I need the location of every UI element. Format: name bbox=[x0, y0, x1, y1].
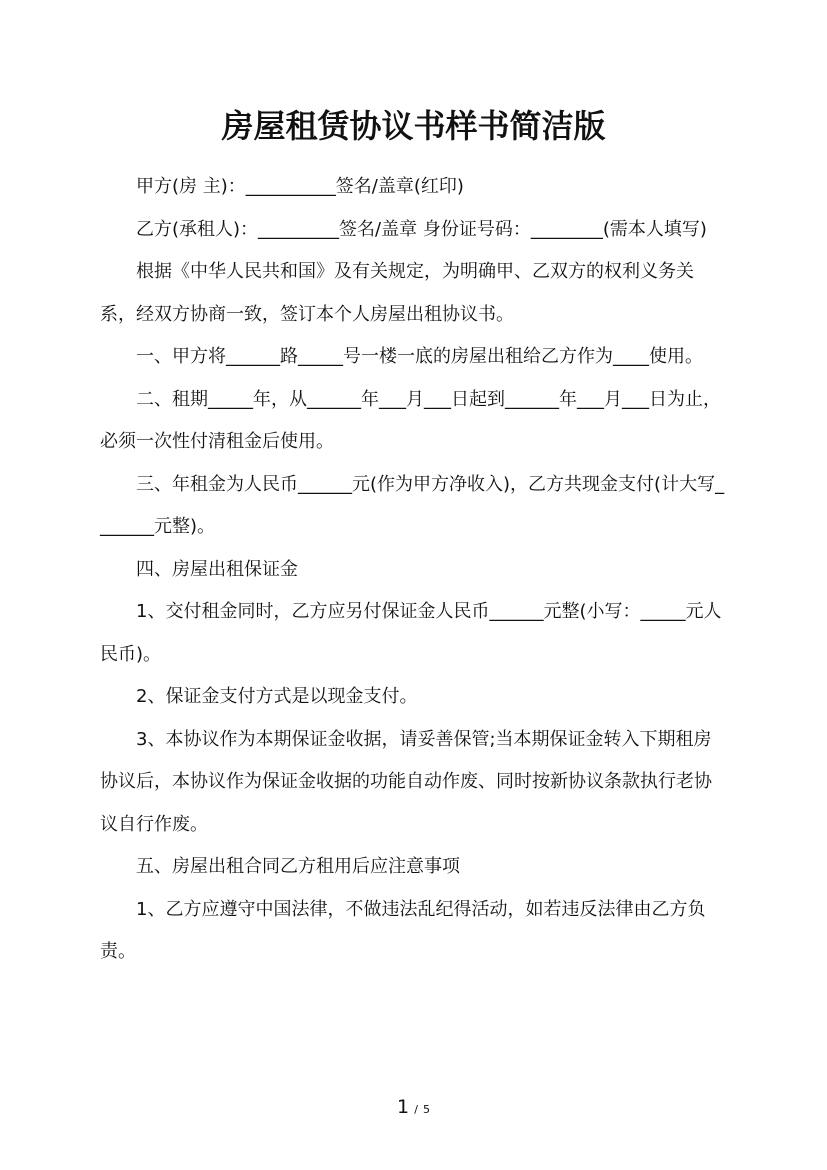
paragraph-party-a: 甲方(房 主)：__________签名/盖章(红印) bbox=[136, 176, 464, 197]
page-number-separator: / bbox=[414, 1103, 418, 1116]
paragraph-preamble: 根据《中华人民共和国》及有关规定，为明确甲、乙双方的权利义务关系，经双方协商一致，签订本个人房屋出租协议书。 bbox=[100, 261, 694, 325]
paragraph-clause-5-heading: 五、房屋出租合同乙方租用后应注意事项 bbox=[136, 856, 460, 877]
page-number bbox=[0, 1092, 827, 1125]
paragraph-clause-2: 二、租期_____年，从______年___月___日起到______年___月___日为止，必须一次性付清租金后使用。 bbox=[100, 388, 721, 452]
page-number-current: 1 bbox=[397, 1096, 410, 1118]
paragraph-clause-3: 三、年租金为人民币______元(作为甲方净收入)，乙方共现金支付(计大写_______元整)。 bbox=[100, 473, 725, 537]
paragraph-clause-4-3: 3、本协议作为本期保证金收据，请妥善保管;当本期保证金转入下期租房协议后，本协议作为保证金收据的功能自动作废、同时按新协议条款执行老协议自行作废。 bbox=[100, 728, 712, 835]
paragraph-party-b: 乙方(承租人)：_________签名/盖章 身份证号码：________(需本人填写) bbox=[136, 218, 707, 240]
paragraph-clause-4-1: 1、交付租金同时，乙方应另付保证金人民币______元整(小写：_____元人民币)。 bbox=[100, 601, 722, 665]
document-title: 房屋租赁协议书样书简洁版 bbox=[221, 107, 606, 145]
paragraph-clause-1: 一、甲方将______路_____号一楼一底的房屋出租给乙方作为____使用。 bbox=[136, 346, 703, 367]
document-body bbox=[100, 166, 727, 974]
page-number-total: 5 bbox=[423, 1103, 430, 1116]
paragraph-clause-4-heading: 四、房屋出租保证金 bbox=[136, 558, 298, 580]
paragraph-clause-5-1: 1、乙方应遵守中国法律，不做违法乱纪得活动，如若违反法律由乙方负责。 bbox=[100, 898, 706, 962]
paragraph-clause-4-2: 2、保证金支付方式是以现金支付。 bbox=[136, 686, 418, 707]
